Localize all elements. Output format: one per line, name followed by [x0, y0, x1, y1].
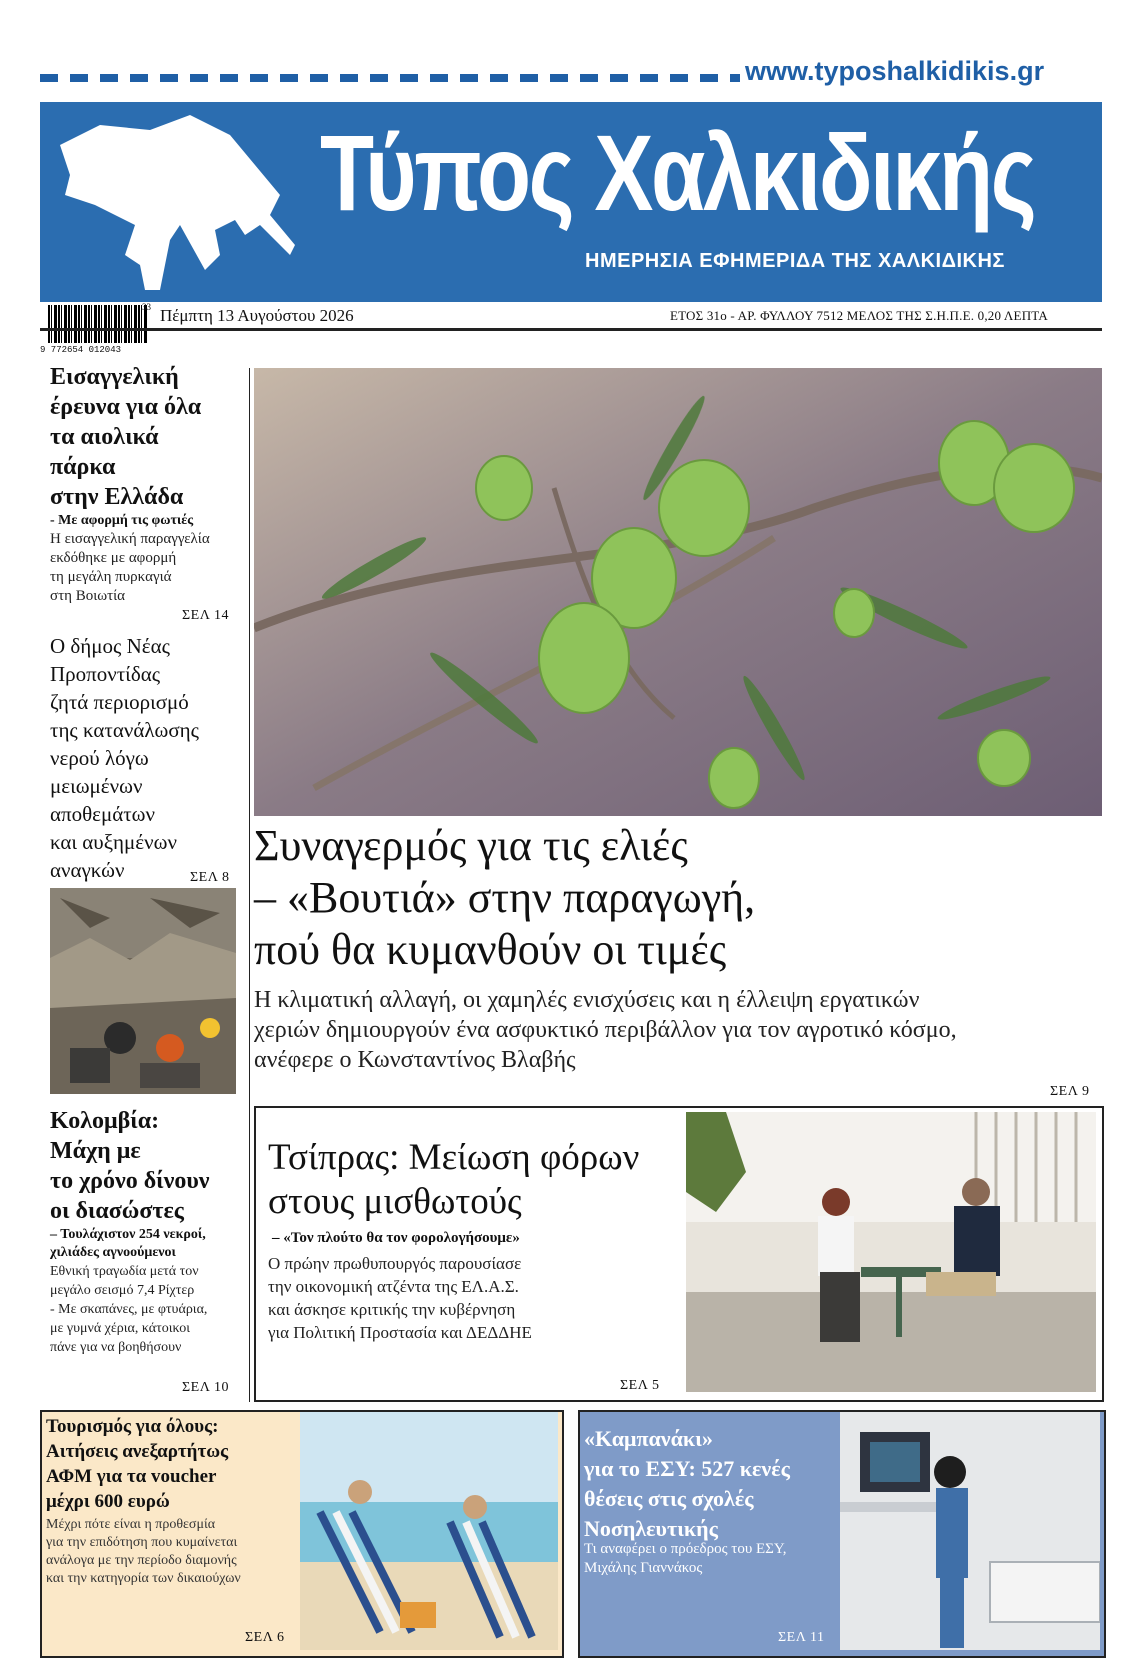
headline-line: – «Βουτιά» στην παραγωγή, — [254, 873, 756, 922]
headline-line: για το ΕΣΥ: 527 κενές — [584, 1456, 790, 1481]
story-desc-line: χεριών δημιουργούν ένα ασφυκτικό περιβάλλον για τον αγροτικό κόσμο, — [254, 1017, 957, 1043]
page-ref: ΣΕΛ 8 — [190, 870, 230, 885]
barcode-addon: 33 — [142, 302, 151, 312]
story-desc-line: τη μεγάλη πυρκαγιά — [50, 569, 172, 585]
story-wind-parks[interactable] — [50, 362, 245, 606]
headline-line: ζητά περιορισμό — [50, 690, 189, 714]
story-desc-line: Ο πρώην πρωθυπουργός παρουσίασε — [268, 1254, 522, 1273]
headline-line: Νοσηλευτικής — [584, 1516, 718, 1541]
beach-chairs-photo[interactable] — [300, 1412, 558, 1650]
story-subhead: - Με αφορμή τις φωτιές — [50, 513, 194, 528]
story-desc-line: για την επιδότηση που κυμαίνεται — [46, 1535, 238, 1550]
headline-line: μειωμένων — [50, 774, 143, 798]
story-water-restriction[interactable] — [50, 632, 245, 884]
tourism-headline — [46, 1414, 228, 1514]
headline-line: στην Ελλάδα — [50, 484, 184, 510]
headline-line: Τσίπρας: Μείωση φόρων — [268, 1137, 640, 1178]
column-divider — [249, 368, 250, 1402]
headline-line: Τουρισμός για όλους: — [46, 1416, 219, 1437]
headline-line: αποθεμάτων — [50, 802, 155, 826]
halkidiki-map-logo — [40, 105, 310, 295]
tsipras-desc — [268, 1252, 532, 1344]
rescue-photo[interactable] — [50, 888, 236, 1094]
story-desc-line: Μέχρι πότε είναι η προθεσμία — [46, 1517, 216, 1532]
hospital-nurse-photo[interactable] — [840, 1412, 1100, 1650]
headline-line: και αυξημένων — [50, 830, 177, 854]
story-desc-line: μεγάλο σεισμό 7,4 Ρίχτερ — [50, 1283, 195, 1298]
newspaper-title: Τύπος Χαλκιδικής — [320, 112, 1035, 233]
tourism-desc — [46, 1516, 241, 1588]
headline-line: Μάχη με — [50, 1138, 141, 1164]
headline-line: θέσεις στις σχολές — [584, 1486, 754, 1511]
story-desc-line: ανέφερε ο Κωνσταντίνος Βλαβής — [254, 1047, 576, 1073]
story-subhead: χιλιάδες αγνοούμενοι — [50, 1245, 176, 1260]
headline-line: της κατανάλωσης — [50, 718, 199, 742]
story-desc-line: την οικονομική ατζέντα της ΕΛ.Α.Σ. — [268, 1277, 519, 1296]
story-desc-line: και την κατηγορία των δικαιούχων — [46, 1571, 241, 1586]
headline-line: οι διασώστες — [50, 1198, 184, 1224]
headline-line: Κολομβία: — [50, 1108, 160, 1134]
headline-line: νερού λόγω — [50, 746, 149, 770]
page-ref: ΣΕΛ 10 — [182, 1380, 229, 1395]
headline-line: πάρκα — [50, 454, 116, 480]
story-subhead: – Τουλάχιστον 254 νεκροί, — [50, 1227, 206, 1242]
page-ref: ΣΕΛ 6 — [245, 1630, 285, 1645]
story-desc-line: στη Βοιωτία — [50, 588, 126, 604]
site-url[interactable]: www.typoshalkidikis.gr — [745, 56, 1045, 86]
headline-line: ΑΦΜ για τα voucher — [46, 1466, 217, 1487]
tsipras-headline — [268, 1136, 639, 1224]
story-desc-line: Η εισαγγελική παραγγελία — [50, 531, 210, 547]
story-desc-line: εκδόθηκε με αφορμή — [50, 550, 177, 566]
headline-line: μέχρι 600 ευρώ — [46, 1491, 170, 1512]
headline-line: τα αιολικά — [50, 424, 159, 450]
headline-line: το χρόνο δίνουν — [50, 1168, 210, 1194]
headline-line: Ο δήμος Νέας — [50, 634, 170, 658]
story-desc-line: για Πολιτική Προστασία και ΔΕΔΔΗΕ — [268, 1323, 532, 1342]
issue-date: Πέμπτη 13 Αυγούστου 2026 — [160, 306, 354, 325]
headline-line: αναγκών — [50, 858, 125, 882]
issue-meta: ΕΤΟΣ 31ο - ΑΡ. ΦΥΛΛΟΥ 7512 ΜΕΛΟΣ ΤΗΣ Σ.Η.Π.Ε. 0,20 ΛΕΠΤΑ — [670, 308, 1048, 323]
headline-line: Εισαγγελική — [50, 364, 179, 390]
esy-desc — [584, 1540, 787, 1578]
story-desc-line: και άσκησε κριτικής την κυβέρνηση — [268, 1300, 516, 1319]
page-ref: ΣΕΛ 5 — [620, 1378, 660, 1393]
story-desc-line: Τι αναφέρει ο πρόεδρος του ΕΣΥ, — [584, 1541, 787, 1557]
header-dashed-rule — [40, 74, 740, 82]
story-desc-line: Μιχάλης Γιαννάκος — [584, 1560, 703, 1576]
story-desc-line: πάνε για να βοηθήσουν — [50, 1340, 182, 1355]
barcode — [48, 305, 148, 343]
tsipras-interview-photo[interactable] — [686, 1112, 1096, 1392]
story-desc-line: - Με σκαπάνες, με φτυάρια, — [50, 1302, 208, 1317]
headline-line: στους μισθωτούς — [268, 1181, 522, 1222]
barcode-number: 9 772654 012043 — [40, 345, 122, 355]
page-ref: ΣΕΛ 14 — [182, 608, 229, 623]
main-story-desc — [254, 985, 1102, 1075]
headline-line: πού θα κυμανθούν οι τιμές — [254, 925, 727, 974]
info-rule — [40, 328, 1102, 331]
headline-line: Αιτήσεις ανεξαρτήτως — [46, 1441, 229, 1462]
headline-line: Προποντίδας — [50, 662, 161, 686]
main-headline[interactable] — [254, 820, 755, 976]
story-desc-line: με γυμνά χέρια, κάτοικοι — [50, 1321, 191, 1336]
story-subhead: – «Τον πλούτο θα τον φορολογήσουμε» — [272, 1230, 520, 1246]
story-colombia-quake[interactable] — [50, 1106, 246, 1357]
esy-headline — [584, 1424, 790, 1544]
headline-line: «Καμπανάκι» — [584, 1426, 713, 1451]
newspaper-subtitle: ΗΜΕΡΗΣΙΑ ΕΦΗΜΕΡΙΔΑ ΤΗΣ ΧΑΛΚΙΔΙΚΗΣ — [585, 250, 1005, 272]
headline-line: Συναγερμός για τις ελιές — [254, 821, 688, 870]
headline-line: έρευνα για όλα — [50, 394, 202, 420]
story-desc-line: ανάλογα με την περίοδο διαμονής — [46, 1553, 237, 1568]
story-desc-line: Εθνική τραγωδία μετά τον — [50, 1264, 199, 1279]
page-ref: ΣΕΛ 9 — [1050, 1084, 1090, 1099]
page-ref: ΣΕΛ 11 — [778, 1630, 825, 1645]
story-desc-line: Η κλιματική αλλαγή, οι χαμηλές ενισχύσεις και η έλλειψη εργατικών — [254, 987, 920, 1013]
olive-tree-photo[interactable] — [254, 368, 1102, 816]
